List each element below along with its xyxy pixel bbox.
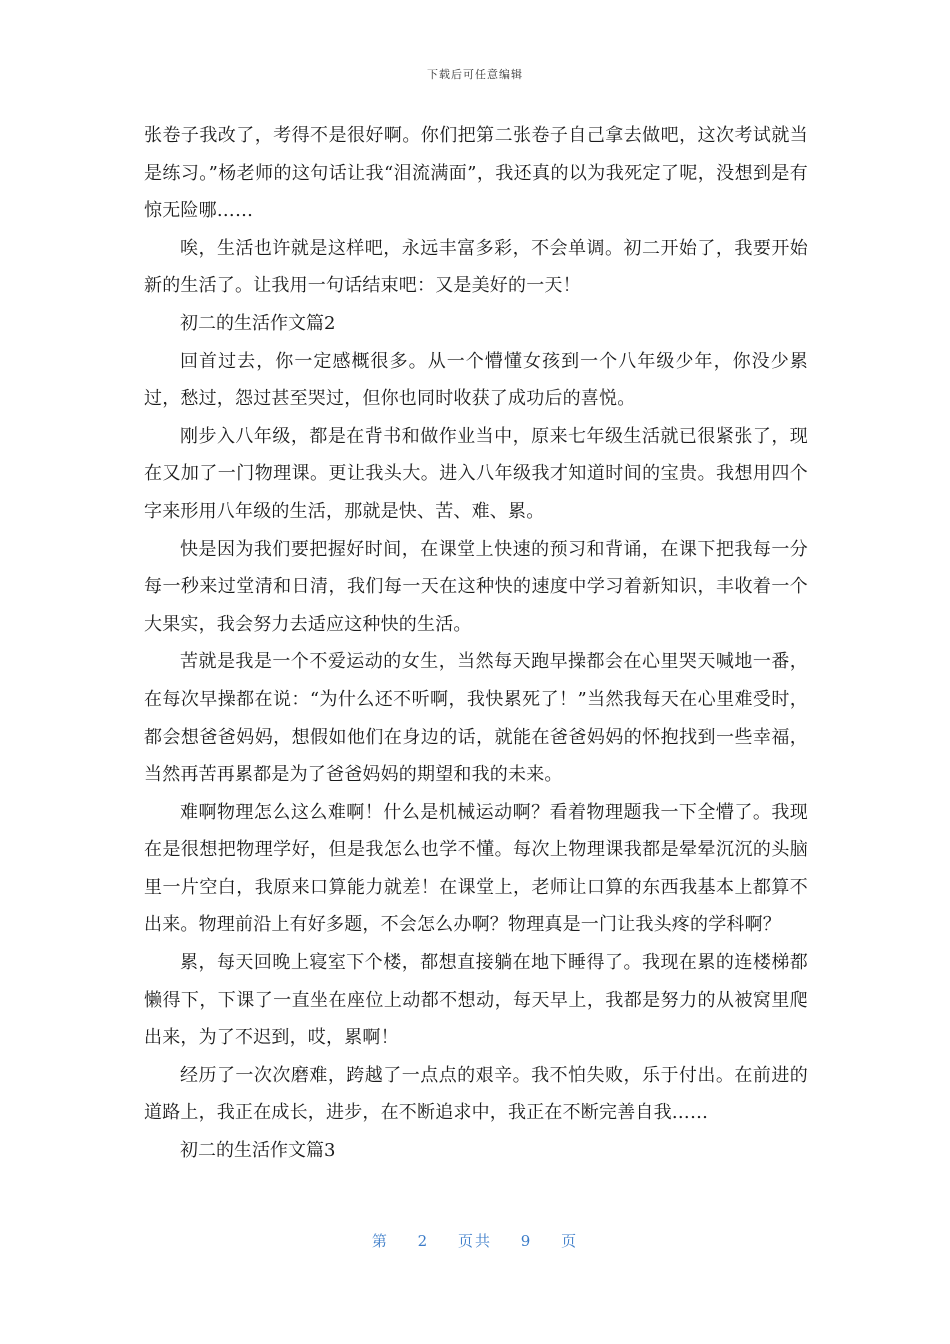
paragraph: 唉，生活也许就是这样吧，永远丰富多彩，不会单调。初二开始了，我要开始新的生活了。让我用一句话结束吧：又是美好的一天！ <box>144 237 808 297</box>
paragraph: 经历了一次次磨难，跨越了一点点的艰辛。我不怕失败，乐于付出。在前进的道路上，我正在成长，进步，在不断追求中，我正在不断完善自我…… <box>144 1064 808 1124</box>
paragraph: 快是因为我们要把握好时间，在课堂上快速的预习和背诵，在课下把我每一分每一秒来过堂清和日清，我们每一天在这种快的速度中学习着新知识，丰收着一个大果实，我会努力去适应这种快的生活。 <box>144 538 808 635</box>
page-header: 下载后可任意编辑 <box>427 68 523 81</box>
section-heading: 初二的生活作文篇2 <box>180 312 336 334</box>
paragraph-continued: 张卷子我改了，考得不是很好啊。你们把第二张卷子自己拿去做吧，这次考试就当是练习。”杨老师的这句话让我“泪流满面”，我还真的以为我死定了呢，没想到是有惊无险哪…… <box>144 125 808 222</box>
page-label-middle: 页共 <box>457 1232 492 1250</box>
paragraph: 刚步入八年级，都是在背书和做作业当中，原来七年级生活就已很紧张了，现在又加了一门物理课。更让我头大。进入八年级我才知道时间的宝贵。我想用四个字来形用八年级的生活，那就是快、苦、难、累。 <box>144 425 808 522</box>
paragraph: 苦就是我是一个不爱运动的女生，当然每天跑早操都会在心里哭天喊地一番，在每次早操都在说：“为什么还不听啊，我快累死了！”当然我每天在心里难受时，都会想爸爸妈妈，想假如他们在身边的话，就能在爸爸妈妈的怀抱找到一些幸福，当然再苦再累都是为了爸爸妈妈的期望和我的未来。 <box>144 651 808 786</box>
section-heading: 初二的生活作文篇3 <box>180 1140 336 1162</box>
page-label-suffix: 页 <box>561 1232 579 1250</box>
current-page-number: 2 <box>417 1232 430 1250</box>
total-pages-number: 9 <box>520 1232 533 1250</box>
page-label-prefix: 第 <box>371 1232 389 1250</box>
page-footer <box>0 1230 950 1251</box>
paragraph: 难啊物理怎么这么难啊！什么是机械运动啊？看着物理题我一下全懵了。我现在是很想把物理学好，但是我怎么也学不懂。每次上物理课我都是晕晕沉沉的头脑里一片空白，我原来口算能力就差！在课堂上，老师让口算的东西我基本上都算不出来。物理前沿上有好多题，不会怎么办啊？物理真是一门让我头疼的学科啊？ <box>144 801 808 936</box>
document-body <box>144 117 808 1170</box>
paragraph: 累，每天回晚上寝室下个楼，都想直接躺在地下睡得了。我现在累的连楼梯都懒得下，下课了一直坐在座位上动都不想动，每天早上，我都是努力的从被窝里爬出来，为了不迟到，哎，累啊！ <box>144 952 808 1049</box>
paragraph: 回首过去，你一定感概很多。从一个懵懂女孩到一个八年级少年，你没少累过，愁过，怨过甚至哭过，但你也同时收获了成功后的喜悦。 <box>144 350 808 410</box>
